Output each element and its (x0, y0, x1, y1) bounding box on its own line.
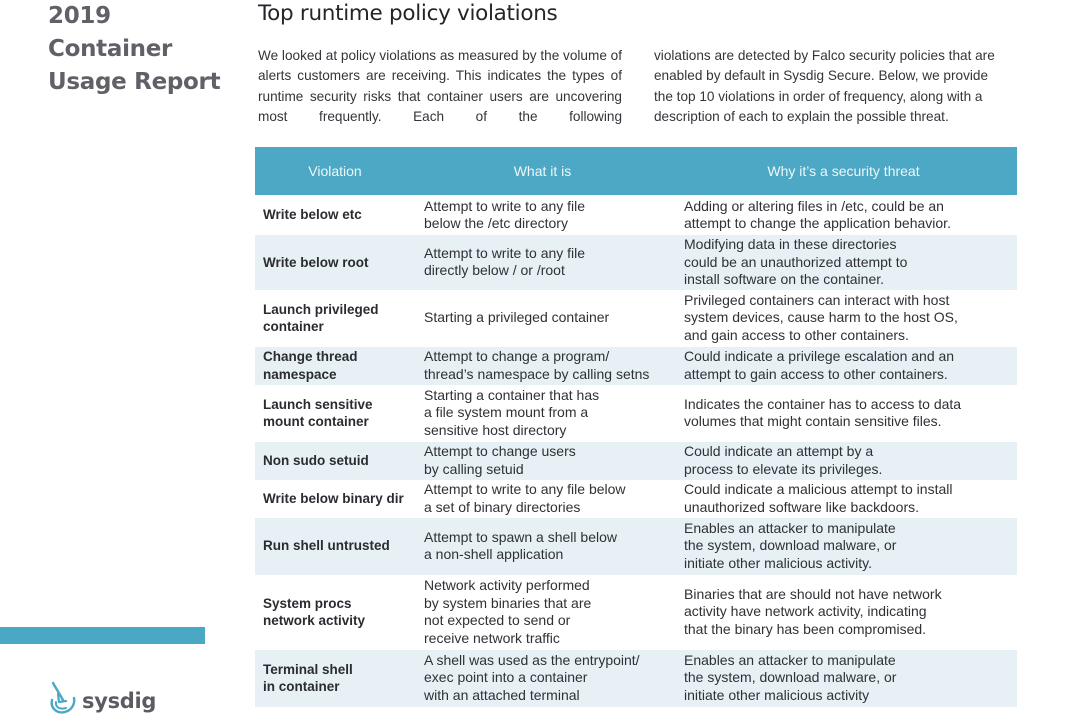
intro-paragraph-right (654, 46, 1018, 127)
violation-cell (255, 518, 415, 575)
cell-text-line: Attempt to change users (424, 443, 576, 459)
cell-text-line: Binaries that are should not have network (684, 585, 942, 602)
report-title-line: 2019 (48, 3, 111, 29)
what-it-is-cell (415, 195, 670, 235)
cell-text-line: namespace (263, 366, 337, 382)
table-row (255, 518, 1017, 575)
cell-text-line: network activity (263, 613, 366, 628)
threat-cell (670, 518, 1017, 575)
cell-text-line: Could indicate a malicious attempt to install (684, 481, 953, 497)
cell-text-line: receive network traffic (424, 629, 560, 646)
threat-cell (670, 480, 1017, 518)
cell-text-line: Attempt to write to any file below (424, 481, 626, 497)
cell-text-line: container (263, 319, 324, 334)
cell-text-line: Attempt to change a program/ (424, 348, 610, 364)
table-row (255, 442, 1017, 480)
violation-cell (255, 347, 415, 385)
what-it-is-cell (415, 650, 670, 707)
cell-text-line: attempt to gain access to other containers. (684, 365, 948, 382)
cell-text-line: Network activity performed (424, 577, 590, 593)
cell-text-line: Could indicate an attempt by a (684, 443, 874, 459)
cell-text-line: Enables an attacker to manipulate (684, 519, 896, 536)
table-row (255, 235, 1017, 290)
accent-bar (0, 627, 205, 644)
cell-text-line: below the /etc directory (424, 215, 568, 231)
table-row (255, 575, 1017, 650)
threat-cell (670, 347, 1017, 385)
table-row (255, 290, 1017, 347)
cell-text-line: activity have network activity, indicating (684, 603, 927, 620)
sysdig-logo (47, 680, 156, 721)
cell-text-line: not expected to send or (424, 612, 571, 628)
column-header-violation: Violation (255, 147, 415, 195)
cell-text-line: by system binaries that are (424, 594, 592, 611)
column-header-what-it-is: What it is (415, 147, 670, 195)
cell-text-line: in container (263, 679, 340, 694)
cell-text-line: unauthorized software like backdoors. (684, 498, 920, 515)
cell-text-line: Write below etc (263, 207, 362, 223)
cell-text-line: Non sudo setuid (263, 452, 369, 468)
cell-text-line: mount container (263, 414, 369, 429)
cell-text-line: Adding or altering files in /etc, could be an (684, 197, 944, 214)
cell-text-line: sensitive host directory (424, 421, 567, 438)
what-it-is-cell (415, 290, 670, 347)
what-it-is-cell (415, 518, 670, 575)
threat-cell (670, 195, 1017, 235)
cell-text-line: Run shell untrusted (263, 538, 390, 554)
threat-cell (670, 650, 1017, 707)
what-it-is-cell (415, 480, 670, 518)
cell-text-line: Change thread (263, 349, 358, 364)
intro-line: enabled by default in Sysdig Secure. Below, we provide (654, 68, 989, 84)
logo-text: sysdig (82, 688, 157, 713)
cell-text-line: initiate other malicious activity. (684, 554, 873, 571)
cell-text-line: could be an unauthorized attempt to (684, 253, 908, 270)
what-it-is-cell (415, 385, 670, 442)
threat-cell (670, 235, 1017, 290)
intro-line: violations are detected by Falco security policies that are (654, 48, 995, 63)
cell-text-line: System procs (263, 595, 352, 611)
violation-cell (255, 195, 415, 235)
cell-text-line: exec point into a container (424, 669, 588, 686)
violation-cell (255, 442, 415, 480)
violation-cell (255, 480, 415, 518)
what-it-is-cell (415, 575, 670, 650)
table-body (255, 195, 1017, 707)
violation-cell (255, 575, 415, 650)
cell-text-line: Attempt to write to any file (424, 197, 586, 214)
cell-text-line: the system, download malware, or (684, 669, 897, 686)
cell-text-line: and gain access to other containers. (684, 326, 909, 343)
table-row (255, 480, 1017, 518)
cell-text-line: install software on the container. (684, 271, 885, 287)
cell-text-line: Modifying data in these directories (684, 236, 897, 252)
cell-text-line: volumes that might contain sensitive files. (684, 413, 942, 429)
violations-table (255, 147, 1017, 707)
cell-text-line: Indicates the container has to access to data (684, 395, 962, 412)
table-header-row (255, 147, 1017, 195)
cell-text-line: thread’s namespace by calling setns (424, 365, 650, 382)
cell-text-line: initiate other malicious activity (684, 686, 870, 703)
violation-cell (255, 235, 415, 290)
table-row (255, 347, 1017, 385)
violation-cell (255, 650, 415, 707)
intro-line: the top 10 violations in order of frequency, along with a (654, 88, 983, 104)
report-title-line: Container (48, 36, 173, 62)
cell-text-line: with an attached terminal (424, 686, 580, 703)
cell-text-line: Attempt to write to any file (424, 244, 586, 261)
cell-text-line: Attempt to spawn a shell below (424, 528, 617, 545)
cell-text-line: Enables an attacker to manipulate (684, 651, 896, 668)
cell-text-line: Write below binary dir (263, 490, 404, 506)
what-it-is-cell (415, 442, 670, 480)
intro-line: description of each to explain the possible threat. (654, 108, 949, 124)
intro-text-left: We looked at policy violations as measured by the volume of alerts customers are receiving. This indicates the types of runtime security risks that container users are uncovering most frequently. Each of the following (258, 48, 622, 124)
cell-text-line: a set of binary directories (424, 498, 581, 515)
table-row (255, 385, 1017, 442)
cell-text-line: by calling setuid (424, 460, 524, 477)
cell-text-line: a file system mount from a (424, 404, 589, 421)
page-title: Top runtime policy violations (258, 1, 558, 26)
threat-cell (670, 385, 1017, 442)
cell-text-line: Write below root (263, 254, 369, 270)
threat-cell (670, 290, 1017, 347)
sysdig-shovel-logo-icon (47, 680, 81, 721)
intro-paragraph-left (258, 46, 622, 127)
cell-text-line: Launch privileged (263, 301, 379, 317)
cell-text-line: Privileged containers can interact with host (684, 291, 950, 308)
table-row (255, 195, 1017, 235)
table-row (255, 650, 1017, 707)
what-it-is-cell (415, 235, 670, 290)
threat-cell (670, 442, 1017, 480)
threat-cell (670, 575, 1017, 650)
cell-text-line: system devices, cause harm to the host OS, (684, 309, 958, 326)
cell-text-line: process to elevate its privileges. (684, 460, 883, 477)
cell-text-line: directly below / or /root (424, 262, 565, 279)
what-it-is-cell (415, 347, 670, 385)
cell-text-line: that the binary has been compromised. (684, 620, 927, 637)
cell-text-line: a non-shell application (424, 546, 564, 562)
cell-text-line: Starting a privileged container (424, 309, 610, 326)
report-title-line: Usage Report (48, 69, 221, 95)
report-title (48, 0, 220, 99)
cell-text-line: Terminal shell (263, 661, 353, 677)
violation-cell (255, 385, 415, 442)
violation-cell (255, 290, 415, 347)
cell-text-line: the system, download malware, or (684, 537, 897, 554)
cell-text-line: attempt to change the application behavior. (684, 215, 951, 231)
cell-text-line: Launch sensitive (263, 396, 373, 412)
cell-text-line: Starting a container that has (424, 386, 600, 403)
column-header-why-threat: Why it’s a security threat (670, 147, 1017, 195)
cell-text-line: Could indicate a privilege escalation and an (684, 348, 955, 364)
cell-text-line: A shell was used as the entrypoint/ (424, 651, 640, 668)
